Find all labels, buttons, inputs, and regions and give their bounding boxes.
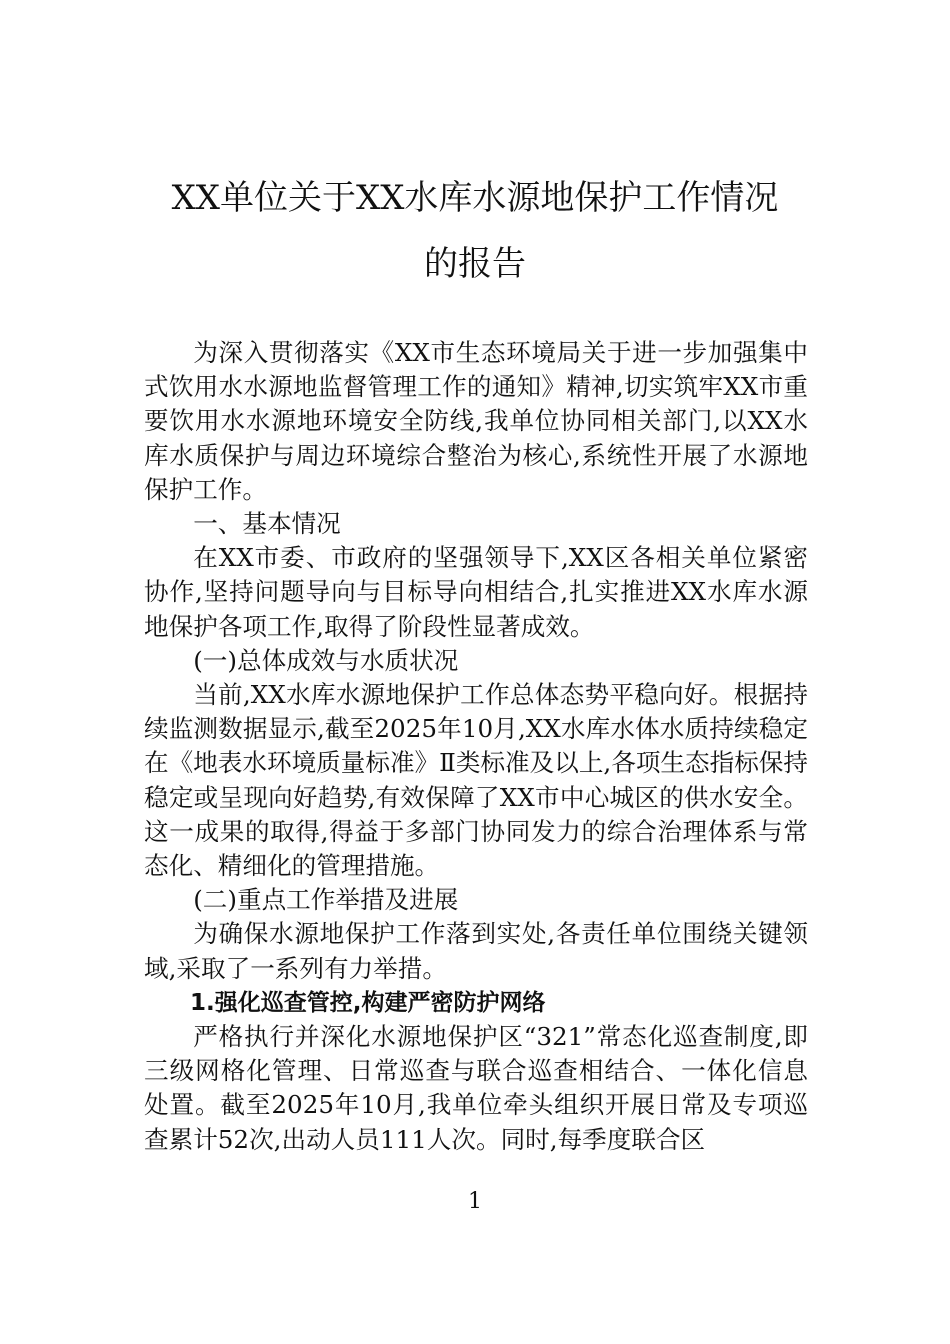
section-heading-basic-situation: 一、基本情况 xyxy=(193,509,341,539)
key-measures-paragraph: 为确保水源地保护工作落到实处,各责任单位围绕关键领域,采取了一系列有力举措。 xyxy=(144,919,808,983)
intro-paragraph: 为深入贯彻落实《XX市生态环境局关于进一步加强集中式饮用水水源地监督管理工作的通知》精神,切实筑牢XX市重要饮用水水源地环境安全防线,我单位协同相关部门,以XX水库水质保护与周边环境综合整治为核心,系统性开展了水源地保护工作。 xyxy=(144,338,808,504)
patrol-control-paragraph: 严格执行并深化水源地保护区“321”常态化巡查制度,即三级网格化管理、日常巡查与联合巡查相结合、一体化信息处置。截至2025年10月,我单位牵头组织开展日常及专项巡查累计52次,出动人员111人次。同时,每季度联合区 xyxy=(144,1022,808,1154)
item-heading-patrol-control: 1.强化巡查管控,构建严密防护网络 xyxy=(190,989,546,1016)
document-title-line-2: 的报告 xyxy=(424,244,526,284)
subsection-heading-key-measures: (二)重点工作举措及进展 xyxy=(193,885,459,915)
document-title-line-1: XX单位关于XX水库水源地保护工作情况 xyxy=(171,178,779,218)
overall-results-paragraph: 当前,XX水库水源地保护工作总体态势平稳向好。根据持续监测数据显示,截至2025年10月,XX水库水体水质持续稳定在《地表水环境质量标准》Ⅱ类标准及以上,各项生态指标保持稳定或呈现向好趋势,有效保障了XX市中心城区的供水安全。这一成果的取得,得益于多部门协同发力的综合治理体系与常态化、精细化的管理措施。 xyxy=(144,680,808,881)
basic-situation-paragraph: 在XX市委、市政府的坚强领导下,XX区各相关单位紧密协作,坚持问题导向与目标导向相结合,扎实推进XX水库水源地保护各项工作,取得了阶段性显著成效。 xyxy=(144,543,808,641)
document-body xyxy=(144,336,808,1157)
page-number: 1 xyxy=(468,1189,482,1214)
subsection-heading-overall-results: (一)总体成效与水质状况 xyxy=(193,645,459,675)
